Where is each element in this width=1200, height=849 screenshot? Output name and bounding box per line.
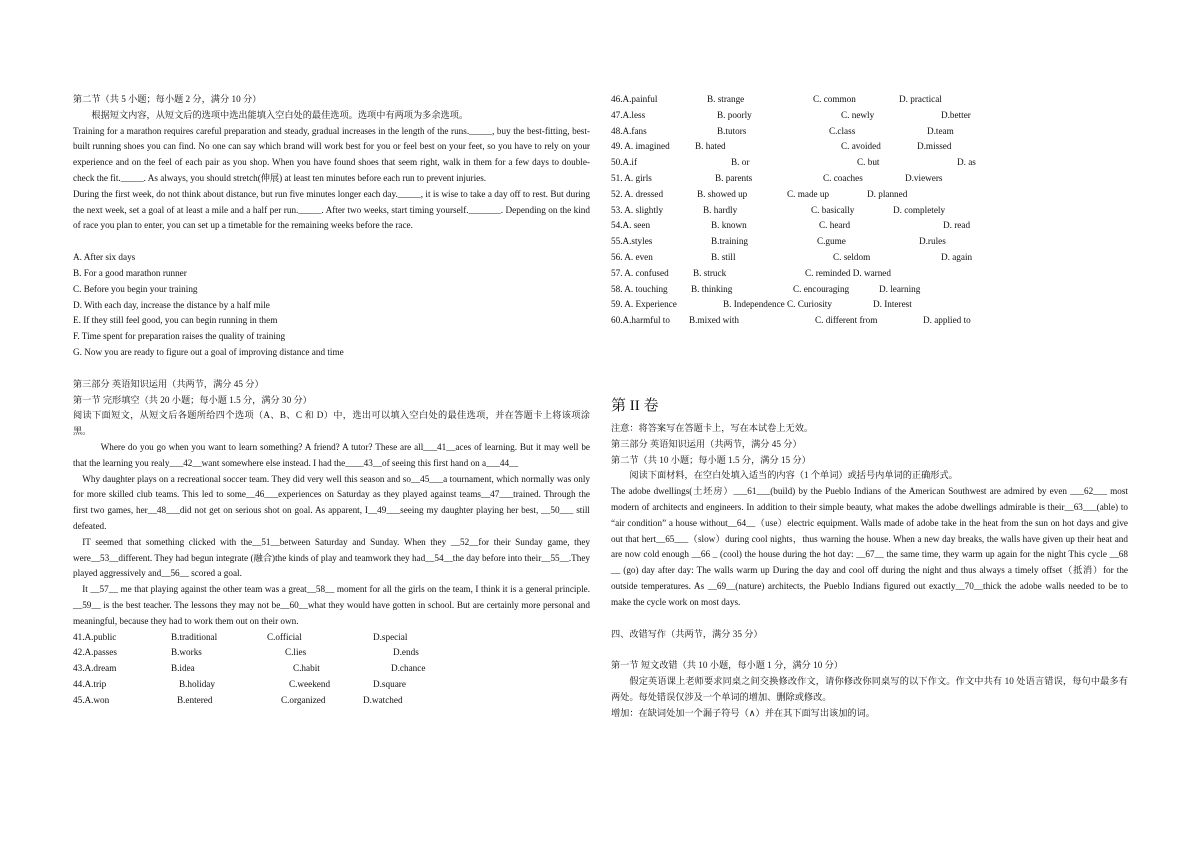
part-3-section-1-title: 第一节 完形填空（共 20 小题；每小题 1.5 分，满分 30 分） [73, 394, 312, 405]
option-a: A. After six days [73, 252, 136, 263]
choice-row-52: 52. A. dressed B. showed up C. made up D. planned [611, 188, 908, 199]
cloze-paragraph-4: It __57__ me that playing against the other team was a great__58__ moment for all the girls on the team, I think it is a general principle. __59__ is the best teacher. The lessons they may not be__60__what they would have gotten in school. But are certainly more personal and meaningful, because they had to work them out on their own. [73, 584, 590, 626]
fill-in-passage: The adobe dwellings(土坯房）___61___(build) by the Pueblo Indians of the American Southwest are admired by even ___62___ most modern of architects and engineers. In addition to their simple beauty, what makes the adobe dwellings admirable is their__63___(able) to “air condition” a house without__64__（use）electric equipment. Walls made of adobe take in the heat from the sun on hot days and give out that hert__65___（slow）during cool nights，thus warning the house. When a new day breaks, the walls have given up their heat and are now cold enough __66 _ (cool) the house during the hot day: __67__ the same time, they warm up again for the night This cycle __68 __ (go) day after day: The walls warm up During the day and cool off during the night and thus always a timely offset（抵消）for the outside temperatures. As __69__(nature) architects, the Pueblo Indians figured out exactly__70__thick the adobe walls needed to be to make the cycle work on most days. [611, 486, 1128, 607]
notice: 注意：将答案写在答题卡上，写在本试卷上无效。 [611, 422, 814, 433]
choice-row-47: 47.A.less B. poorly C. newly D.better [611, 109, 971, 120]
option-e: E. If they still feel good, you can begin running in them [73, 315, 278, 326]
part-3-instructions: 阅读下面短文，从短文后各题所给四个选项（A、B、C 和 D）中，选出可以填入空白处的最佳选项，并在答题卡上将该项涂黑。 [73, 410, 590, 437]
choice-row-60: 60.A.harmful to B.mixed with C. different from D. applied to [611, 315, 971, 326]
part-3-section-2-title: 第二节（共 10 小题；每小题 1.5 分，满分 15 分） [611, 454, 811, 465]
right-column [611, 92, 1128, 722]
part-3-title: 第三部分 英语知识运用（共两节，满分 45 分） [73, 378, 264, 389]
option-d: D. With each day, increase the distance by a half mile [73, 299, 270, 310]
choice-row-57: 57. A. confused B. struck C. reminded D. warned [611, 267, 891, 278]
choice-row-50: 50.A.if B. or C. but D. as [611, 157, 976, 168]
part-4-section-1-title: 第一节 短文改错（共 10 小题，每小题 1 分，满分 10 分） [611, 660, 843, 671]
choice-row-41: 41.A.public B.traditional C.official D.special [73, 631, 408, 642]
part-3-title-2: 第三部分 英语知识运用（共两节，满分 45 分） [611, 438, 802, 449]
volume-2-title: 第 II 卷 [611, 397, 659, 414]
choice-row-43: 43.A.dream B.idea C.habit D.chance [73, 663, 426, 674]
choice-row-49: 49. A. imagined B. hated C. avoided D.missed [611, 141, 952, 152]
choice-row-44: 44.A.trip B.holiday C.weekend D.square [73, 678, 406, 689]
passage-1-paragraph-1: Training for a marathon requires careful preparation and steady, gradual increases in the length of the runs._____, buy the best-fitting, best-built running shoes you can find. No one can say which brand will work best for you or feel best on your feet, so you have to rely on your experience and on the feel of each pair as you shop. When you have found shoes that seem right, walk in them for a few days to double-check the fit._____. As always, you should stretch(伸展) at least ten minutes before each run to prevent injuries. [73, 125, 590, 183]
choice-row-45: 45.A.won B.entered C.organized D.watched [73, 694, 403, 705]
option-f: F. Time spent for preparation raises the quality of training [73, 331, 286, 342]
cloze-paragraph-2: Why daughter plays on a recreational soccer team. They did very well this season and so__45___a tournament, which normally was only for more skilled club teams. This led to some__46___experiences on Saturday as they played against teams__47___trained. Through the first two games, her__48___did not get on serious shot on goal. As apparent, I__49___seeing my daughter playing her best, __50___ still defeated. [73, 473, 590, 531]
passage-1-paragraph-2: During the first week, do not think about distance, but run five minutes longer each day._____, it is wise to take a day off to rest. But during the next week, set a goal of at least a mile and a half per run._____. After two weeks, start timing yourself._______. Depending on the kind of race you plan to enter, you can set up a timetable for the remaining weeks before the race. [73, 188, 590, 231]
cloze-paragraph-1: Where do you go when you want to learn something? A friend? A tutor? These are all___41__aces of learning. But it may well be that the learning you realy___42__want somewhere else instead. I had the____43__of seeing this first hand on a___44__ [73, 441, 590, 468]
choice-row-42: 42.A.passes B.works C.lies D.ends [73, 647, 419, 658]
choice-row-55: 55.A.styles B.training C.gume D.rules [611, 236, 946, 247]
choice-row-48: 48.A.fans B.tutors C.class D.team [611, 125, 954, 136]
option-g: G. Now you are ready to figure out a goal of improving distance and time [73, 346, 344, 357]
section-2-instructions: 根据短文内容，从短文后的选项中选出能填入空白处的最佳选项。选项中有两项为多余选项。 [91, 109, 469, 120]
option-c: C. Before you begin your training [73, 283, 198, 294]
section-2-instructions-2: 阅读下面材料，在空白处填入适当的内容（1 个单词）或括号内单词的正确形式。 [629, 470, 958, 481]
cloze-paragraph-3: IT seemed that something clicked with the__51__between Saturday and Sunday. When they __52__for their Sunday game, they were__53__different. They had begun integrate (融合)the kinds of play and teamwork they had__54__the day before into their__55__.They played aggressively and__56__ scored a goal. [73, 536, 590, 579]
part-4-instructions: 假定英语课上老师要求同桌之间交换修改作文，请你修改你同桌写的以下作文。作文中共有 10 处语言错误，每句中最多有两处。每处错误仅涉及一个单词的增加、删除或修改。 [611, 676, 1128, 702]
choice-row-46: 46.A.painful B. strange C. common D. practical [611, 94, 942, 104]
choice-row-59: 59. A. Experience B. Independence C. Curiosity D. Interest [611, 299, 912, 310]
part-4-title: 四、改错写作（共两节，满分 35 分） [611, 628, 763, 639]
section-2-title: 第二节（共 5 小题；每小题 2 分，满分 10 分） [73, 94, 262, 104]
option-b: B. For a good marathon runner [73, 267, 187, 278]
choice-row-58: 58. A. touching B. thinking C. encouraging D. learning [611, 283, 921, 294]
choice-row-53: 53. A. slightly B. hardly C. basically D. completely [611, 204, 946, 215]
part-4-add-rule: 增加：在缺词处加一个漏子符号（∧）并在其下面写出该加的词。 [611, 707, 875, 718]
choice-row-56: 56. A. even B. still C. seldom D. again [611, 251, 973, 262]
choice-row-54: 54.A. seen B. known C. heard D. read [611, 220, 971, 231]
choice-row-51: 51. A. girls B. parents C. coaches D.viewers [611, 172, 943, 183]
left-column [73, 92, 590, 708]
